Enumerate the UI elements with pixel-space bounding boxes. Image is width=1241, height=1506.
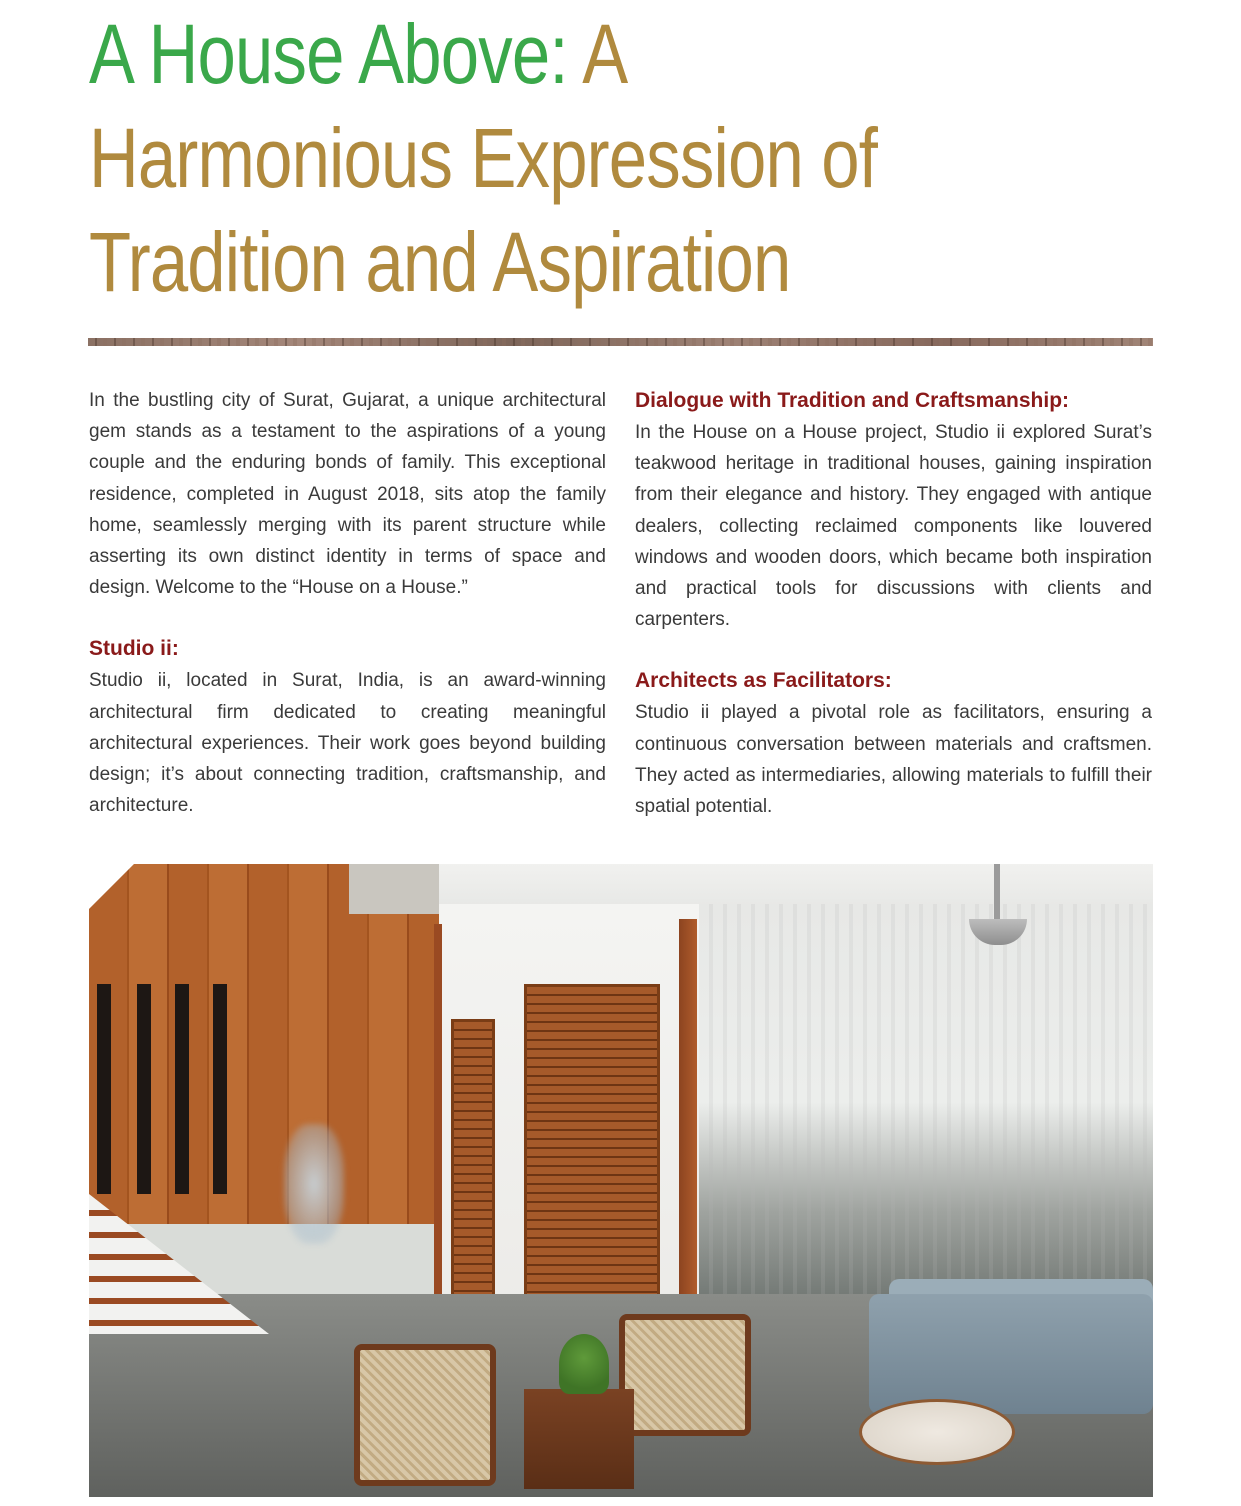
facilitators-paragraph: Studio ii played a pivotal role as facilitators, ensuring a continuous conversation between materials and craftsmen. They acted as intermediaries, allowing materials to fulfill their spatial potential. — [635, 702, 1152, 818]
left-column — [89, 385, 606, 821]
photo-curtain-frame — [679, 919, 697, 1339]
spacer — [635, 635, 1152, 665]
photo-fan-rod — [994, 864, 1000, 922]
photo-door-frame — [434, 924, 442, 1344]
photo-marble-table — [859, 1399, 1015, 1465]
decorative-divider — [88, 338, 1153, 346]
photo-curtains — [699, 904, 1153, 1344]
tradition-heading: Dialogue with Tradition and Craftsmanship: — [635, 389, 1070, 412]
photo-blurred-figure — [284, 1124, 344, 1244]
right-column — [635, 385, 1152, 822]
photo-wall-slot — [175, 984, 189, 1194]
photo-cane-chair — [619, 1314, 751, 1436]
tradition-paragraph: In the House on a House project, Studio ii explored Surat’s teakwood heritage in traditional houses, gaining inspiration from their elegance and history. They engaged with antique dealers, collecting reclaimed components like louvered windows and wooden doors, which became both inspiration and practical tools for discussions with clients and carpenters. — [635, 422, 1152, 631]
photo-sofa — [869, 1294, 1153, 1414]
photo-wall-slot — [137, 984, 151, 1194]
intro-paragraph: In the bustling city of Surat, Gujarat, a unique architectural gem stands as a testament to the aspirations of a young couple and the enduring bonds of family. This exceptional residence, completed in August 2018, sits atop the family home, seamlessly merging with its parent structure while asserting its own distinct identity in terms of space and design. Welcome to the “House on a House.” — [89, 390, 606, 599]
studio-heading: Studio ii: — [89, 637, 179, 661]
photo-wall-top — [349, 864, 439, 914]
title-part-green: A House Above: — [89, 7, 568, 101]
photo-wall-slot — [213, 984, 227, 1194]
page-title — [89, 2, 975, 314]
studio-paragraph: Studio ii, located in Surat, India, is an award-winning architectural firm dedicated to creating meaningful architectural experiences. Their work goes beyond building design; it’s about connecting tradition, craftsmanship, and architecture. — [89, 670, 606, 817]
photo-louvered-door — [524, 984, 660, 1320]
photo-louvered-door — [451, 1019, 495, 1325]
photo-side-table — [524, 1389, 634, 1489]
spacer — [89, 603, 606, 633]
photo-wall-slot — [97, 984, 111, 1194]
facilitators-heading: Architects as Facilitators: — [635, 669, 892, 693]
photo-cane-chair — [354, 1344, 496, 1486]
interior-photo — [89, 864, 1153, 1497]
photo-potted-plant — [559, 1334, 609, 1394]
title-part-gold: A Harmonious Expression of Tradition and Aspiration — [89, 7, 878, 309]
